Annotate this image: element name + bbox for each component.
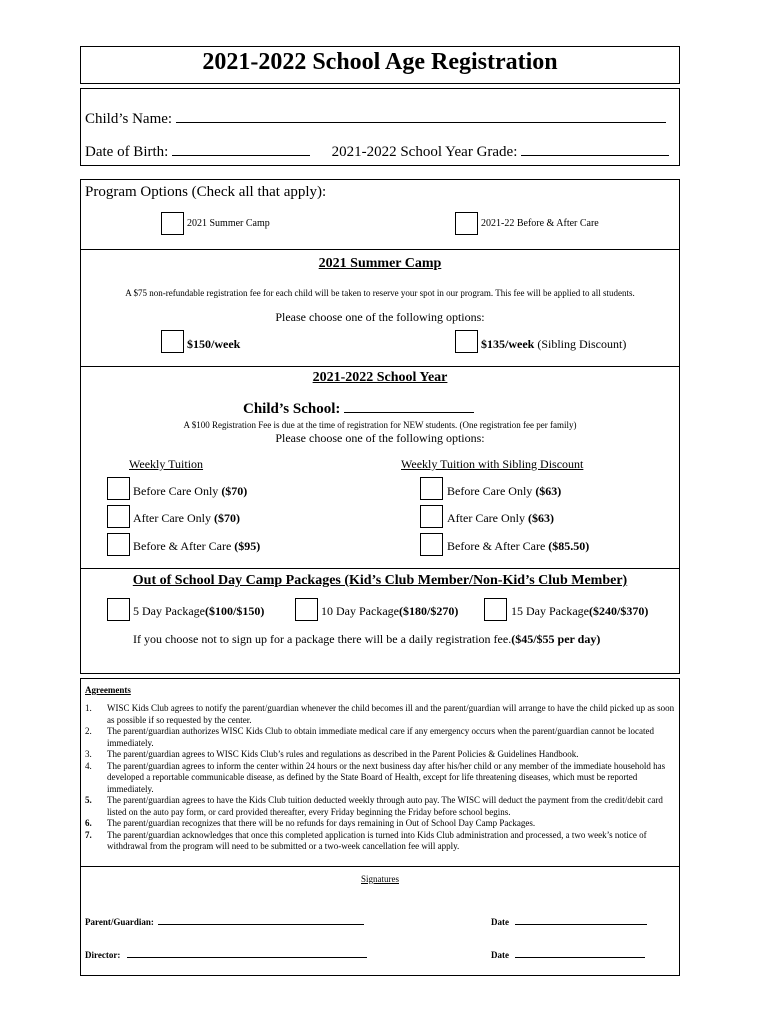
divider xyxy=(81,249,679,250)
director-date-field[interactable] xyxy=(515,949,645,958)
child-name-field[interactable] xyxy=(176,109,666,123)
parent-date-field[interactable] xyxy=(515,916,647,925)
weekly-after-care-label xyxy=(133,511,240,526)
summer-135-label xyxy=(481,337,626,352)
sibling-after-care-checkbox[interactable] xyxy=(420,505,443,528)
agreement-item xyxy=(85,726,675,749)
10-day-package-text: 10 Day Package xyxy=(321,604,399,618)
grade-field[interactable] xyxy=(521,142,669,156)
school-year-heading: 2021-2022 School Year xyxy=(312,370,448,385)
sibling-after-care-label xyxy=(447,511,554,526)
school-year-choose: Please choose one of the following options: xyxy=(275,431,485,445)
signatures-heading: Signatures xyxy=(361,874,399,884)
summer-camp-choose: Please choose one of the following options: xyxy=(275,310,485,324)
sibling-before-after-label xyxy=(447,539,589,554)
agreement-text: WISC Kids Club agrees to notify the parent/guardian whenever the child becomes ill and the parent/guardian will arrange to have the child picked up as soon as possible if so requested by the center. xyxy=(107,703,675,725)
weekly-before-after-price: ($95) xyxy=(234,539,261,553)
parent-signature-row xyxy=(85,916,364,927)
summer-150-checkbox[interactable] xyxy=(161,330,184,353)
sibling-before-after-checkbox[interactable] xyxy=(420,533,443,556)
daily-fee-price: ($45/$55 per day) xyxy=(511,632,601,646)
summer-camp-fee-note: A $75 non-refundable registration fee for each child will be taken to reserve your spot in our program. This fee will be applied to all students. xyxy=(125,288,635,298)
summer-camp-heading: 2021 Summer Camp xyxy=(318,256,442,271)
weekly-before-after-checkbox[interactable] xyxy=(107,533,130,556)
agreement-number: 2. xyxy=(85,726,92,736)
summer-camp-option-label: 2021 Summer Camp xyxy=(187,218,270,229)
sibling-before-after-price: ($85.50) xyxy=(548,539,590,553)
agreement-text: The parent/guardian recognizes that there will be no refunds for days remaining in Out of School Day Camp Packages. xyxy=(107,818,536,828)
agreement-text: The parent/guardian authorizes WISC Kids Club to obtain immediate medical care if any emergency occurs when the parent/guardian cannot be located immediately. xyxy=(107,726,654,748)
director-signature-label: Director: xyxy=(85,950,121,960)
agreements-list xyxy=(85,703,675,853)
agreement-text: The parent/guardian agrees to inform the center within 24 hours or the next business day after his/her child or any member of the immediate household has developed a reportable communicable disease, as defined by the State Board of Health, except for life threatening diseases, which must be reported immediately. xyxy=(107,760,666,794)
parent-signature-label: Parent/Guardian: xyxy=(85,917,154,927)
weekly-before-care-price: ($70) xyxy=(221,484,248,498)
sibling-before-care-checkbox[interactable] xyxy=(420,477,443,500)
summer-135-price: $135/week xyxy=(481,337,535,351)
agreement-number: 3. xyxy=(85,749,92,759)
agreement-text: The parent/guardian agrees to have the Kids Club tuition deducted weekly through auto pay. The WISC will deduct the payment from the credit/debit card listed on the auto pay form, or card provided thereafter, every Friday beginning the Friday before school begins. xyxy=(107,795,663,817)
title-box xyxy=(80,46,680,84)
5-day-package-label xyxy=(133,604,264,619)
agreement-number: 5. xyxy=(85,795,92,805)
summer-camp-checkbox[interactable] xyxy=(161,212,184,235)
sibling-before-care-text: Before Care Only xyxy=(447,484,536,498)
5-day-package-price: ($100/$150) xyxy=(204,604,265,618)
divider xyxy=(81,866,679,867)
weekly-after-care-checkbox[interactable] xyxy=(107,505,130,528)
weekly-before-after-text: Before & After Care xyxy=(133,539,235,553)
sibling-before-care-label xyxy=(447,484,561,499)
agreements-heading: Agreements xyxy=(85,685,131,695)
director-signature-field[interactable] xyxy=(127,949,367,958)
parent-date-label: Date xyxy=(491,917,509,927)
agreement-text: The parent/guardian acknowledges that once this completed application is turned into Kids Club administration and processed, a two week’s notice of withdrawal from the program will need to be submitted or a two-week cancellation fee will apply. xyxy=(107,829,647,851)
parent-signature-field[interactable] xyxy=(158,916,364,925)
director-date-label: Date xyxy=(491,950,509,960)
agreement-number: 4. xyxy=(85,760,92,771)
weekly-after-care-price: ($70) xyxy=(213,511,240,525)
day-camp-heading: Out of School Day Camp Packages (Kid’s Club Member/Non-Kid’s Club Member) xyxy=(132,573,628,588)
10-day-package-price: ($180/$270) xyxy=(398,604,459,618)
before-after-checkbox[interactable] xyxy=(455,212,478,235)
before-after-option-label: 2021-22 Before & After Care xyxy=(481,218,599,229)
15-day-package-price: ($240/$370) xyxy=(588,604,649,618)
child-name-label: Child’s Name: xyxy=(85,111,173,127)
15-day-package-checkbox[interactable] xyxy=(484,598,507,621)
sibling-after-care-price: ($63) xyxy=(527,511,554,525)
page-title: 2021-2022 School Age Registration xyxy=(202,49,558,75)
school-year-fee-note: A $100 Registration Fee is due at the time of registration for NEW students. (One registration fee per family) xyxy=(183,420,577,430)
agreement-number: 6. xyxy=(85,818,92,828)
summer-135-note: (Sibling Discount) xyxy=(534,337,627,351)
child-name-row xyxy=(85,109,675,128)
dob-label: Date of Birth: xyxy=(85,144,169,160)
grade-label: 2021-2022 School Year Grade: xyxy=(331,144,518,160)
child-info-box xyxy=(80,88,680,166)
parent-date-row xyxy=(491,916,647,927)
agreement-item xyxy=(85,795,675,818)
15-day-package-text: 15 Day Package xyxy=(511,604,589,618)
child-school-field[interactable] xyxy=(344,401,474,413)
weekly-before-care-text: Before Care Only xyxy=(133,484,222,498)
agreement-item xyxy=(85,830,675,853)
5-day-package-text: 5 Day Package xyxy=(133,604,205,618)
daily-fee-text: If you choose not to sign up for a package there will be a daily registration fee. xyxy=(133,632,512,646)
agreements-box xyxy=(80,678,680,976)
summer-135-checkbox[interactable] xyxy=(455,330,478,353)
director-date-row xyxy=(491,949,645,960)
dob-field[interactable] xyxy=(172,142,310,156)
agreement-text: The parent/guardian agrees to WISC Kids Club’s rules and regulations as described in the Parent Policies & Guidelines Handbook. xyxy=(107,749,579,759)
sibling-before-after-text: Before & After Care xyxy=(447,539,549,553)
daily-fee-note xyxy=(133,632,600,647)
weekly-tuition-heading: Weekly Tuition xyxy=(129,457,204,471)
divider xyxy=(81,568,679,569)
divider xyxy=(81,366,679,367)
10-day-package-label xyxy=(321,604,458,619)
dob-row xyxy=(85,142,675,161)
10-day-package-checkbox[interactable] xyxy=(295,598,318,621)
program-options-heading: Program Options (Check all that apply): xyxy=(85,184,327,200)
sibling-tuition-heading: Weekly Tuition with Sibling Discount xyxy=(401,457,584,471)
sibling-before-care-price: ($63) xyxy=(535,484,562,498)
agreement-item xyxy=(85,703,675,726)
sibling-after-care-text: After Care Only xyxy=(447,511,528,525)
summer-150-label: $150/week xyxy=(187,337,241,351)
child-school-label: Child’s School: xyxy=(243,401,341,417)
agreement-number: 7. xyxy=(85,829,92,840)
agreement-number: 1. xyxy=(85,703,92,713)
agreement-item xyxy=(85,818,675,830)
agreement-item xyxy=(85,761,675,796)
weekly-before-care-label xyxy=(133,484,247,499)
options-box xyxy=(80,179,680,674)
weekly-before-after-label xyxy=(133,539,260,554)
agreement-item xyxy=(85,749,675,761)
15-day-package-label xyxy=(511,604,648,619)
weekly-after-care-text: After Care Only xyxy=(133,511,214,525)
child-school-row xyxy=(243,401,474,418)
weekly-before-care-checkbox[interactable] xyxy=(107,477,130,500)
director-signature-row xyxy=(85,949,367,960)
5-day-package-checkbox[interactable] xyxy=(107,598,130,621)
